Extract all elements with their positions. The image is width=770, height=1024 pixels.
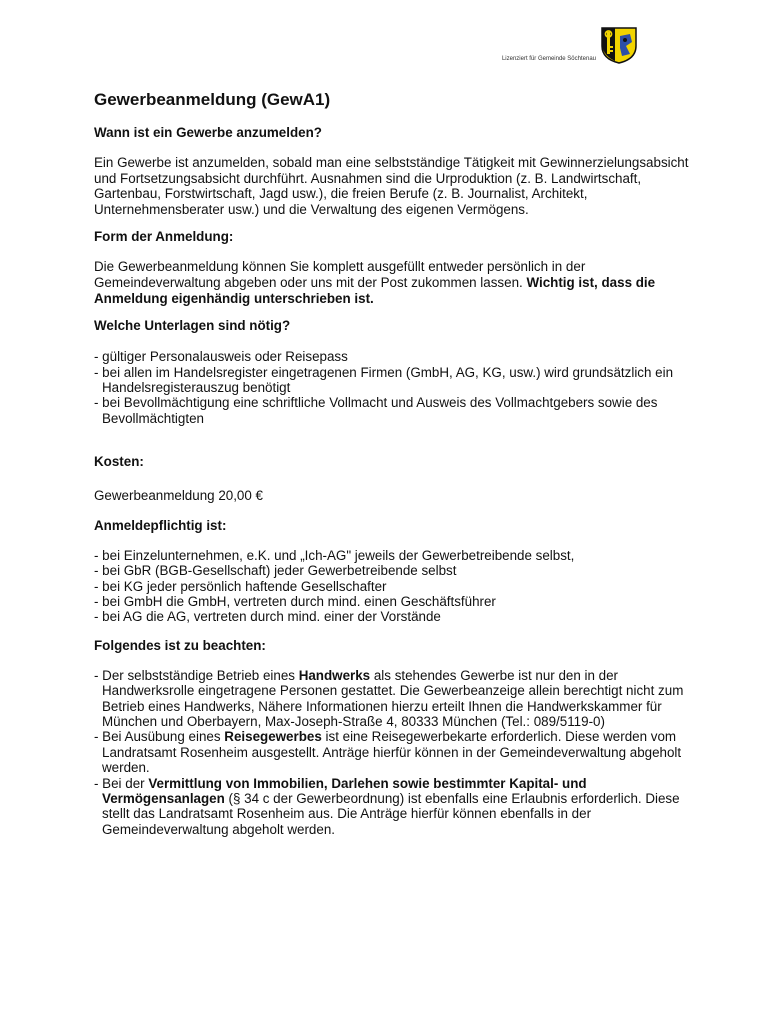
section-text-when: Ein Gewerbe ist anzumelden, sobald man eine selbstständige Tätigkeit mit Gewinnerzielungsabsicht und Fortsetzungsabsicht durchführt. Ausnahmen sind die Urproduktion (z. B. Landwirtschaft, Gartenbau, Forstwirtschaft, Jagd usw.), die freien Berufe (z. B. Journalist, Architekt, Unternehmensberater usw.) und die Verwaltung des eigenen Vermögens. (94, 155, 689, 217)
note-reisegewerbe (94, 729, 694, 775)
notes-list (94, 668, 694, 837)
note-text: - Bei der (94, 775, 149, 791)
document-body (94, 90, 694, 837)
section-heading-when: Wann ist ein Gewerbe anzumelden? (94, 125, 322, 140)
list-item: - gültiger Personalausweis oder Reisepass (94, 349, 348, 365)
section-heading-documents: Welche Unterlagen sind nötig? (94, 318, 291, 334)
note-text: - Der selbstständige Betrieb eines (94, 667, 299, 683)
registrant-list (94, 548, 694, 625)
costs-text: Gewerbeanmeldung 20,00 € (94, 488, 263, 504)
note-bold: Vermittlung von Immobilien, Darlehen sowie bestimmter Kapital- und Vermögensanlagen (102, 775, 587, 807)
note-text: (§ 34 c der Gewerbeordnung) ist ebenfalls eine Erlaubnis erforderlich. Diese stellt das Landratsamt Rosenheim aus. Die Anträge hierfür können ebenfalls in der Gemeindeverwaltung abgeholt werden. (102, 791, 680, 837)
form-text: Die Gewerbeanmeldung können Sie komplett ausgefüllt entweder persönlich in der Gemeindeverwaltung abgeben oder uns mit der Post zukommen lassen. (94, 259, 586, 290)
note-bold: Handwerks (298, 667, 371, 683)
note-text: als stehendes Gewerbe ist nur den in der Handwerksrolle eingetragene Personen gestattet. Die Gewerbeanzeige allein berechtigt nicht zum Betrieb eines Handwerks, Nähere Informationen hierzu erteilt Ihnen die Handwerkskammer für München und Oberbayern, Max-Joseph-Straße 4, 80333 München (Tel.: 089/5119-0) (102, 667, 684, 730)
list-item: - bei GmbH die GmbH, vertreten durch mind. einen Geschäftsführer (94, 594, 496, 609)
note-immobilien (94, 776, 694, 838)
list-item: - bei Bevollmächtigung eine schriftliche Vollmacht und Ausweis des Vollmachtgebers sowie des Bevollmächtigten (94, 395, 658, 426)
documents-list (94, 349, 694, 426)
note-text: - Bei Ausübung eines (94, 729, 225, 745)
list-item: - bei KG jeder persönlich haftende Gesellschafter (94, 578, 387, 594)
page-title: Gewerbeanmeldung (GewA1) (94, 90, 331, 109)
note-handwerk (94, 668, 694, 730)
form-text-bold: Wichtig ist, dass die Anmeldung eigenhändig unterschrieben ist. (94, 274, 656, 306)
note-bold: Reisegewerbes (224, 729, 322, 745)
list-item: - bei allen im Handelsregister eingetragenen Firmen (GmbH, AG, KG, usw.) wird grundsätzlich ein Handelsregisterauszug benötigt (94, 364, 674, 395)
license-note: Lizenziert für Gemeinde Söchtenau (501, 56, 596, 62)
list-item: - bei GbR (BGB-Gesellschaft) jeder Gewerbetreibende selbst (94, 563, 457, 579)
note-text: ist eine Reisegewerbekarte erforderlich. Diese werden vom Landratsamt Rosenheim ausgestellt. Anträge hierfür können in der Gemeindeverwaltung abgeholt werden. (102, 729, 682, 776)
list-item: - bei AG die AG, vertreten durch mind. einer der Vorstände (94, 609, 441, 625)
section-heading-registrant: Anmeldepflichtig ist: (94, 517, 227, 533)
section-heading-notes: Folgendes ist zu beachten: (94, 637, 266, 653)
section-text-form (94, 259, 694, 306)
municipal-coat-of-arms-icon (600, 26, 638, 64)
list-item: - bei Einzelunternehmen, e.K. und „Ich-AG" jeweils der Gewerbetreibende selbst, (94, 547, 575, 563)
section-heading-costs: Kosten: (94, 454, 144, 470)
section-heading-form: Form der Anmeldung: (94, 229, 234, 245)
